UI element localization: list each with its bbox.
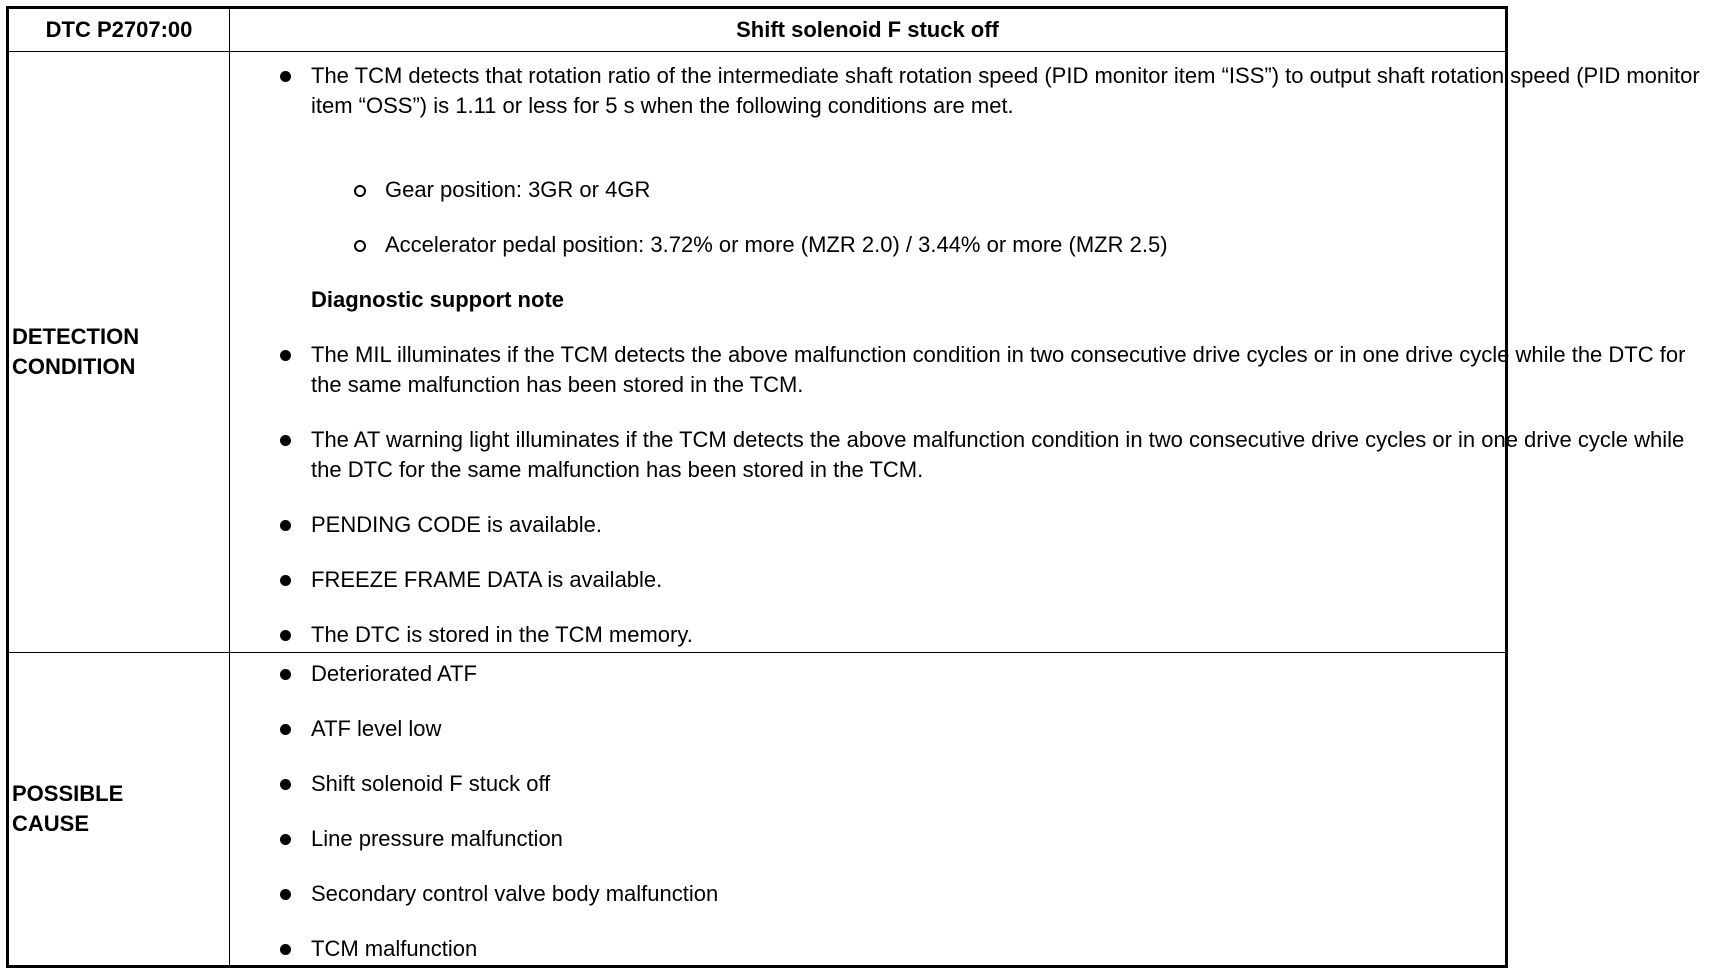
cause-label: POSSIBLE CAUSE — [12, 781, 124, 836]
dtc-code: DTC P2707:00 — [45, 17, 193, 42]
bullet-icon — [280, 724, 291, 735]
cause-label-cell — [9, 653, 230, 965]
detection-main-text: The TCM detects that rotation ratio of the intermediate shaft rotation speed (PID monitor item “ISS”) to output shaft rotation speed (PID monitor item “OSS”) is 1.11 or less for 5 s when the following conditions are met. — [311, 63, 1700, 118]
bullet-icon — [280, 630, 291, 641]
header-row — [9, 9, 1505, 52]
possible-cause-row: POSSIBLE CAUSE Deteriorated ATF ATF level low Shift solenoid F stuck off Line pressure malfunction Secondary control valve body malfunction TCM malfunction — [9, 653, 1505, 965]
dtc-title: Shift solenoid F stuck off — [736, 17, 999, 42]
bullet-icon — [280, 520, 291, 531]
detection-condition-row: DETECTION CONDITION The TCM detects that rotation ratio of the intermediate shaft rotation speed (PID monitor item “ISS”) to output shaft rotation speed (PID monitor item “OSS”) is 1.11 or less for 5 s when the following conditions are met. Gear position: 3GR or 4GR Accelerator pedal position: 3.72% or more (MZR 2.0) / 3.44% or more (MZR 2.5) Diagnostic support note The MIL illuminates if the TCM detects the above malfunction condition in two consecutive drive cycles or in one drive cycle while the DTC for the same malfunction has been stored in the TCM. The AT warning light illuminates if the TCM detects the above malfunction condition in two consecutive drive cycles or in one drive cycle while the DTC for the same malfunction has been stored in the TCM. PENDING CODE is available. FREEZE FRAME DATA is available. The DTC is stored in the TCM memory. — [9, 52, 1505, 653]
bullet-icon — [280, 779, 291, 790]
circle-bullet-icon — [354, 240, 366, 252]
bullet-icon — [280, 669, 291, 680]
support-note-title: Diagnostic support note — [311, 287, 564, 312]
bullet-icon — [280, 435, 291, 446]
dtc-title-cell — [230, 9, 1505, 51]
detection-label-cell — [9, 52, 230, 652]
dtc-table — [6, 6, 1700, 968]
bullet-icon — [280, 834, 291, 845]
dtc-code-cell — [9, 9, 230, 51]
bullet-icon — [280, 944, 291, 955]
bullet-icon — [280, 575, 291, 586]
bullet-icon — [280, 889, 291, 900]
circle-bullet-icon — [354, 185, 366, 197]
bullet-icon — [280, 350, 291, 361]
detection-label: DETECTION CONDITION — [12, 324, 140, 379]
bullet-icon — [280, 71, 291, 82]
